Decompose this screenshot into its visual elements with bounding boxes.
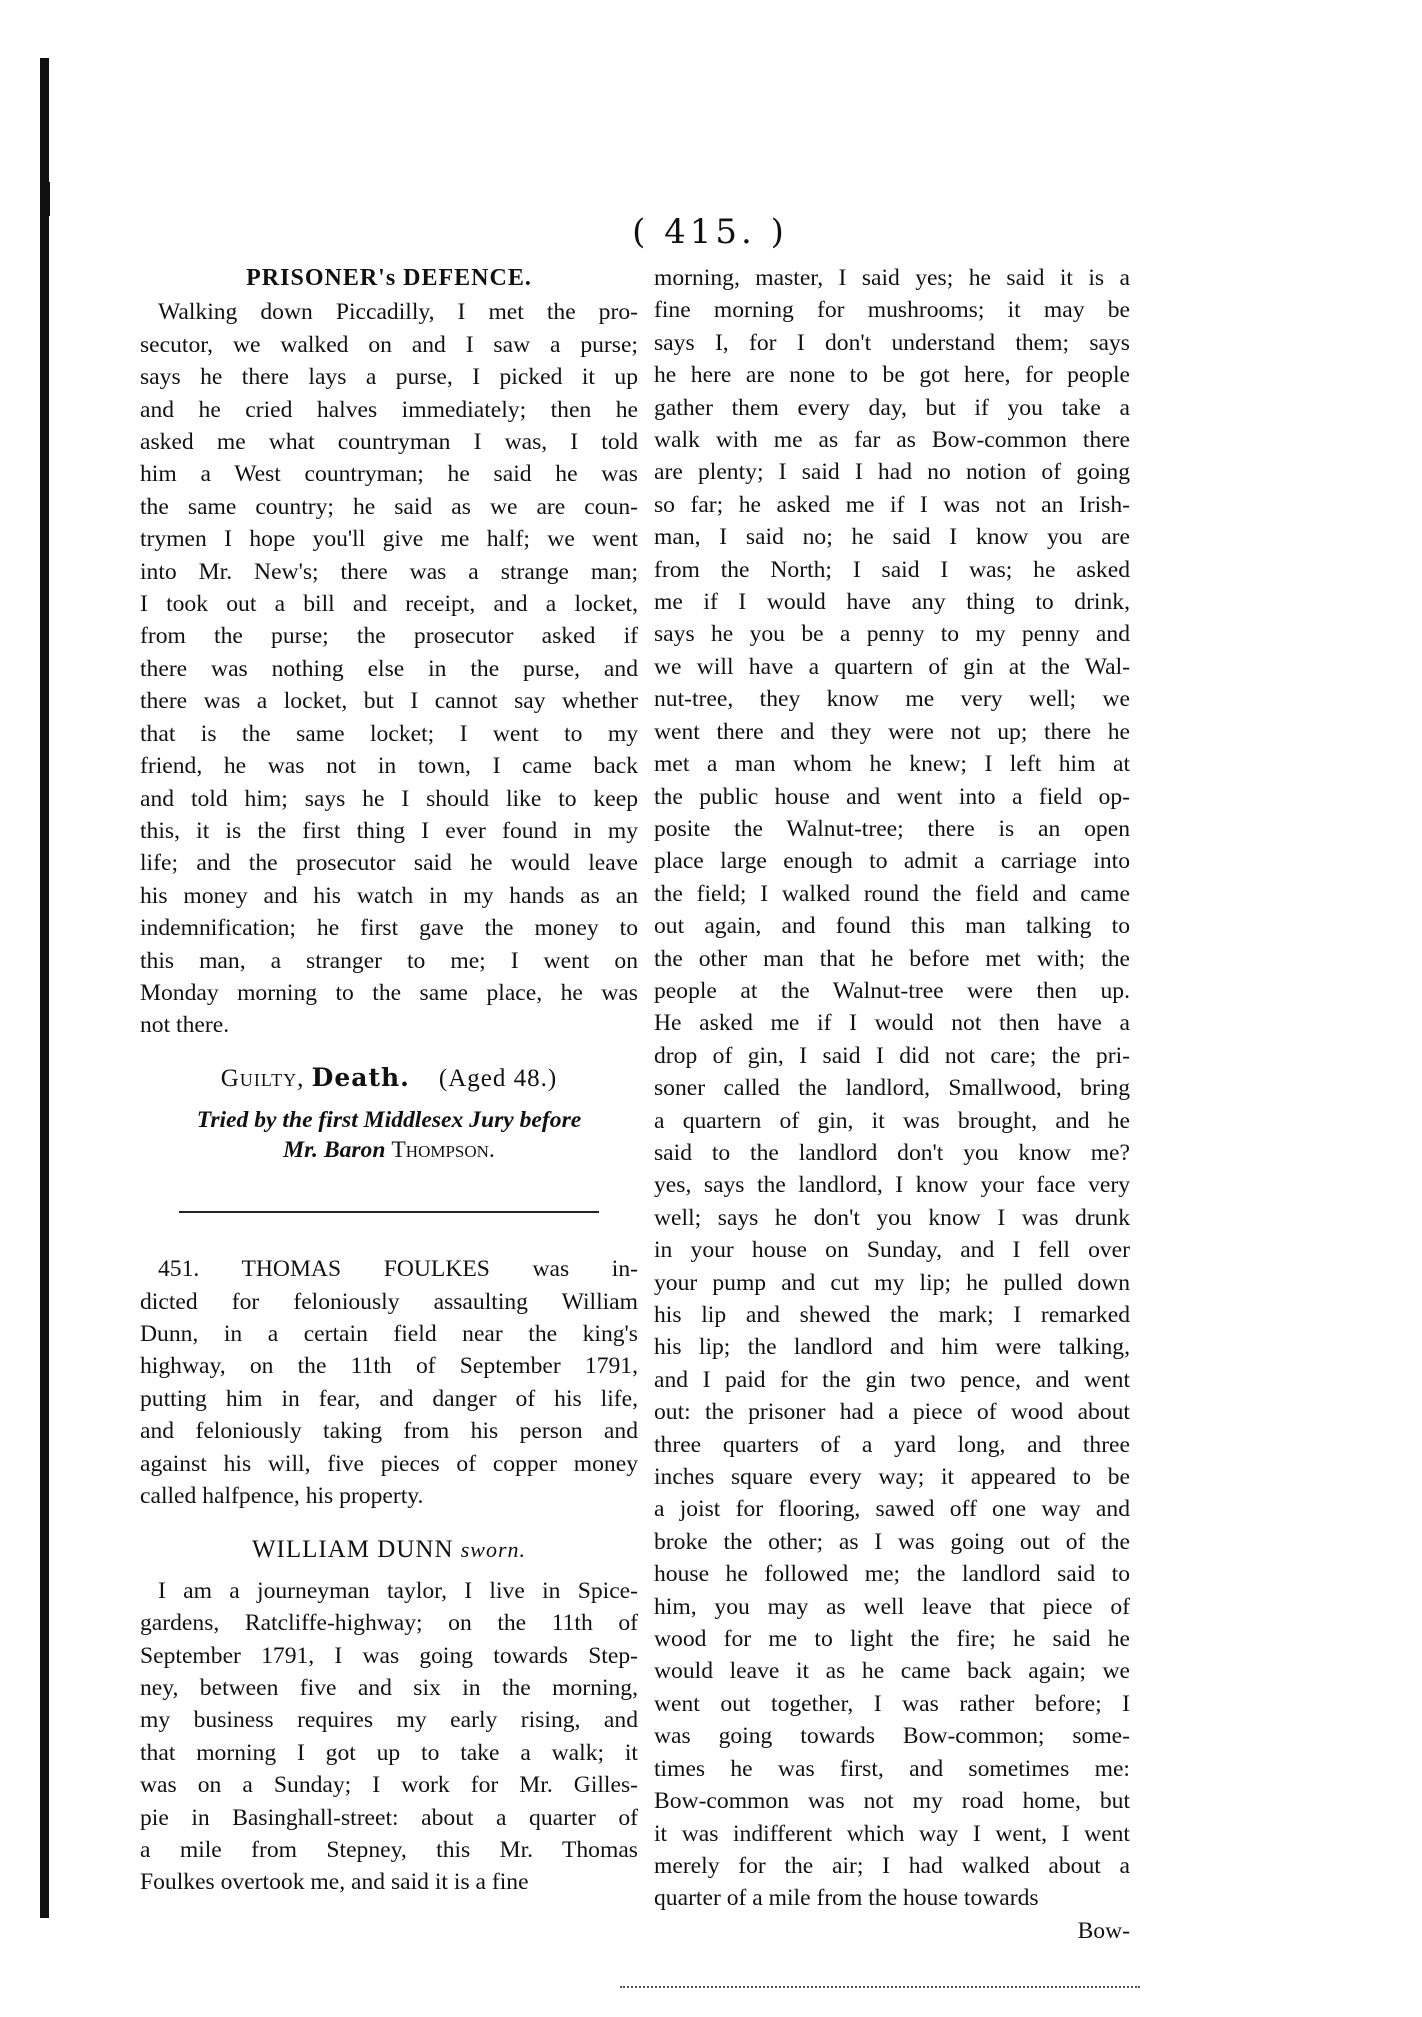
left-column <box>140 262 638 1899</box>
text-line: his lip and shewed the mark; I remarked <box>654 1302 1130 1328</box>
text-line: this, it is the first thing I ever found in my <box>140 817 638 844</box>
text-line: went out together, I was rather before; I <box>654 1690 1130 1717</box>
text-line: quarter of a mile from the house towards <box>654 1885 1039 1912</box>
verdict-line <box>140 1062 638 1095</box>
text-line: inches square every way; it appeared to be <box>654 1464 1130 1491</box>
verdict-age: (Aged 48.) <box>438 1064 558 1092</box>
text-line: met a man whom he knew; I left him at <box>654 751 1130 778</box>
text-line: Bow-common was not my road home, but <box>654 1788 1130 1815</box>
text-line: his lip; the landlord and him were talking, <box>654 1334 1130 1361</box>
text-line: him, you may as well leave that piece of <box>654 1593 1130 1620</box>
text-line: we will have a quartern of gin at the Wal- <box>654 653 1130 680</box>
text-line: the field; I walked round the field and came <box>654 880 1130 907</box>
text-line: gardens, Ratcliffe-highway; on the 11th of <box>140 1610 638 1637</box>
text-line: highway, on the 11th of September 1791, <box>140 1353 638 1380</box>
text-line: said to the landlord don't you know me? <box>654 1139 1130 1166</box>
trial-judge-prefix: Mr. Baron <box>283 1137 386 1164</box>
text-line: indemnification; he first gave the money to <box>140 915 638 942</box>
testimony-text <box>140 1575 638 1899</box>
text-line: I took out a bill and receipt, and a locket, <box>140 591 638 618</box>
text-line: against his will, five pieces of copper money <box>140 1450 638 1477</box>
case-indictment <box>140 1253 638 1512</box>
text-line: was on a Sunday; I work for Mr. Gilles- <box>140 1772 638 1799</box>
text-line: life; and the prosecutor said he would leave <box>140 850 638 877</box>
text-line: there was nothing else in the purse, and <box>140 655 638 682</box>
text-line: 451. THOMAS FOULKES was in- <box>158 1256 638 1283</box>
text-line: there was a locket, but I cannot say whether <box>140 688 638 715</box>
text-line: merely for the air; I had walked about a <box>654 1852 1130 1879</box>
text-line: soner called the landlord, Smallwood, bring <box>654 1075 1130 1102</box>
text-line: in your house on Sunday, and I fell over <box>654 1237 1130 1264</box>
text-line: and I paid for the gin two pence, and went <box>654 1366 1130 1393</box>
verdict-death: Death. <box>311 1062 410 1092</box>
text-line: out again, and found this man talking to <box>654 913 1130 940</box>
trial-line-1: Tried by the first Middlesex Jury before <box>196 1107 582 1134</box>
text-line: wood for me to light the fire; he said he <box>654 1626 1130 1653</box>
witness-name: WILLIAM DUNN <box>251 1536 454 1564</box>
text-line: morning, master, I said yes; he said it is a <box>654 265 1130 291</box>
text-line: ney, between five and six in the morning, <box>140 1675 638 1702</box>
text-line: so far; he asked me if I was not an Irish- <box>654 491 1130 518</box>
text-line: into Mr. New's; there was a strange man; <box>140 558 638 585</box>
text-line: putting him in fear, and danger of his life, <box>140 1385 638 1412</box>
text-line: fine morning for mushrooms; it may be <box>654 297 1130 324</box>
text-line: gather them every day, but if you take a <box>654 394 1130 421</box>
catchword: Bow- <box>1077 1917 1130 1944</box>
text-line: my business requires my early rising, and <box>140 1707 638 1734</box>
text-line: him a West countryman; he said he was <box>140 461 638 488</box>
text-line: Monday morning to the same place, he was <box>140 979 638 1006</box>
trial-note <box>140 1105 638 1165</box>
text-line: I am a journeyman taylor, I live in Spice- <box>158 1577 638 1604</box>
trial-judge-name: Thompson. <box>391 1137 495 1164</box>
text-line: your pump and cut my lip; he pulled down <box>654 1269 1130 1296</box>
binding-edge <box>40 58 49 1918</box>
text-line: pie in Basinghall-street: about a quarter of <box>140 1804 638 1831</box>
text-line: not there. <box>140 1012 230 1039</box>
page-number: ( 415. ) <box>632 212 788 252</box>
text-line: drop of gin, I said I did not care; the pri- <box>654 1042 1130 1069</box>
text-line: people at the Walnut-tree were then up. <box>654 977 1130 1004</box>
text-line: me if I would have any thing to drink, <box>654 589 1130 616</box>
text-line: Dunn, in a certain field near the king's <box>140 1320 638 1347</box>
text-line: nut-tree, they know me very well; we <box>654 686 1130 713</box>
text-line: he here are none to be got here, for people <box>654 362 1130 389</box>
text-line: trymen I hope you'll give me half; we went <box>140 526 638 553</box>
text-line: dicted for feloniously assaulting William <box>140 1288 638 1315</box>
text-line: it was indifferent which way I went, I went <box>654 1820 1130 1847</box>
text-line: a mile from Stepney, this Mr. Thomas <box>140 1837 638 1864</box>
text-line: Walking down Piccadilly, I met the pro- <box>158 299 638 326</box>
text-line: out: the prisoner had a piece of wood about <box>654 1399 1130 1426</box>
text-line: and feloniously taking from his person and <box>140 1418 638 1445</box>
text-line: three quarters of a yard long, and three <box>654 1431 1130 1458</box>
text-line: well; says he don't you know I was drunk <box>654 1204 1130 1231</box>
text-line: a quartern of gin, it was brought, and he <box>654 1107 1130 1134</box>
text-line: times he was first, and sometimes me: <box>654 1755 1130 1782</box>
witness-heading <box>140 1534 638 1566</box>
text-line: posite the Walnut-tree; there is an open <box>654 815 1130 842</box>
defence-text <box>140 296 638 1041</box>
text-line: house he followed me; the landlord said to <box>654 1561 1130 1588</box>
text-line: the same country; he said as we are coun- <box>140 493 638 520</box>
text-line: and told him; says he I should like to keep <box>140 785 638 812</box>
text-line: that is the same locket; I went to my <box>140 720 638 747</box>
text-line: says he there lays a purse, I picked it up <box>140 364 638 391</box>
text-line: walk with me as far as Bow-common there <box>654 427 1130 454</box>
text-line: yes, says the landlord, I know your face very <box>654 1172 1130 1199</box>
text-line: broke the other; as I was going out of the <box>654 1528 1130 1555</box>
text-line: He asked me if I would not then have a <box>654 1010 1130 1037</box>
text-line: would leave it as he came back again; we <box>654 1658 1130 1685</box>
text-line: and he cried halves immediately; then he <box>140 396 638 423</box>
text-line: secutor, we walked on and I saw a purse; <box>140 331 638 358</box>
section-divider <box>179 1211 599 1213</box>
text-line: that morning I got up to take a walk; it <box>140 1739 638 1766</box>
text-line: asked me what countryman I was, I told <box>140 429 638 456</box>
text-line: friend, he was not in town, I came back <box>140 753 638 780</box>
text-line: from the North; I said I was; he asked <box>654 556 1130 583</box>
trial-line-2 <box>140 1135 638 1165</box>
defence-heading: PRISONER's DEFENCE. <box>246 265 532 291</box>
verdict-guilty: Guilty, <box>220 1064 305 1092</box>
text-line: this man, a stranger to me; I went on <box>140 947 638 974</box>
text-line: the public house and went into a field op- <box>654 783 1130 810</box>
testimony-continued <box>654 262 1130 1915</box>
text-line: the other man that he before met with; the <box>654 945 1130 972</box>
binding-mark <box>40 182 74 216</box>
text-line: Foulkes overtook me, and said it is a fine <box>140 1869 529 1896</box>
text-line: called halfpence, his property. <box>140 1483 424 1509</box>
text-line: his money and his watch in my hands as an <box>140 882 638 909</box>
witness-sworn: sworn. <box>460 1537 527 1563</box>
text-line: was going towards Bow-common; some- <box>654 1723 1130 1750</box>
text-line: says he you be a penny to my penny and <box>654 621 1130 648</box>
text-line: a joist for flooring, sawed off one way and <box>654 1496 1130 1523</box>
right-column <box>654 262 1130 1947</box>
text-line: went there and they were not up; there he <box>654 718 1130 745</box>
text-line: are plenty; I said I had no notion of going <box>654 459 1130 486</box>
text-line: September 1791, I was going towards Step- <box>140 1642 638 1669</box>
text-line: place large enough to admit a carriage into <box>654 848 1130 875</box>
text-line: man, I said no; he said I know you are <box>654 524 1130 551</box>
bottom-dotted-rule <box>620 1986 1140 1988</box>
text-line: from the purse; the prosecutor asked if <box>140 623 638 650</box>
text-line: says I, for I don't understand them; says <box>654 329 1130 356</box>
